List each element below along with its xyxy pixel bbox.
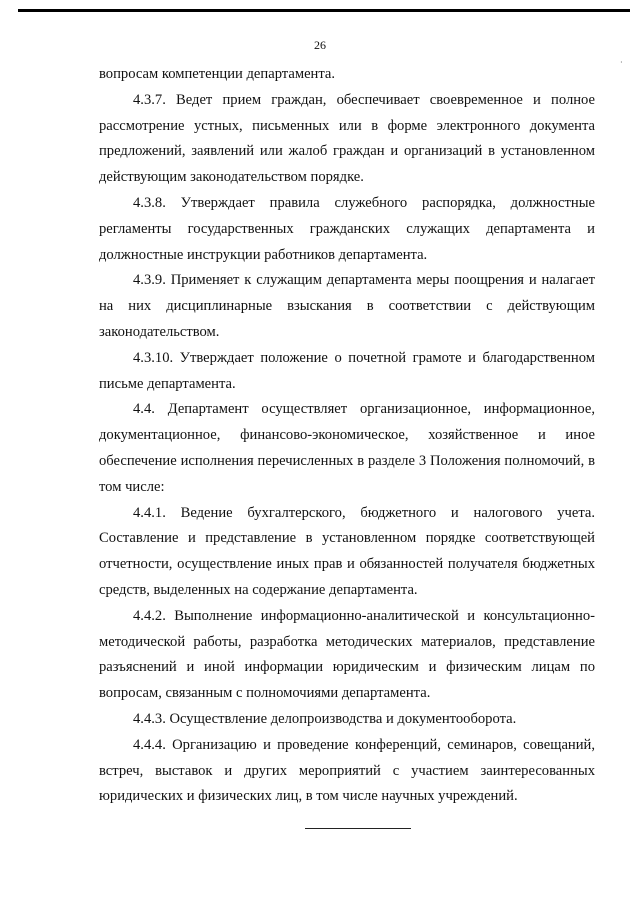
paragraph-4-4-4: 4.4.4. Организацию и проведение конференций, семинаров, совещаний, встреч, выставок и других мероприятий с участием заинтересованных юридических и физических лиц, в том числе научных учреждений. <box>99 736 595 805</box>
paragraph-4-3-7: 4.3.7. Ведет прием граждан, обеспечивает своевременное и полное рассмотрение устных, письменных или в форме электронного документа предложений, заявлений или жалоб граждан и организаций в установленном действующим законодательством порядке. <box>99 91 595 186</box>
paragraph-4-4-2: 4.4.2. Выполнение информационно-аналитической и консультационно-методической работы, разработка методических материалов, представление разъяснений и иной информации юридическим и физическим лицам по вопросам, связанным с полномочиями департамента. <box>99 607 595 702</box>
top-border-line <box>18 9 630 12</box>
paragraph-4-3-10: 4.3.10. Утверждает положение о почетной грамоте и благодарственном письме департамента. <box>99 349 595 392</box>
paragraph-4-3-8: 4.3.8. Утверждает правила служебного распорядка, должностные регламенты государственных гражданских служащих департамента и должностные инструкции работников департамента. <box>99 194 595 263</box>
page-number: 26 <box>314 38 326 52</box>
paragraph-4-4-3: 4.4.3. Осуществление делопроизводства и документооборота. <box>133 710 517 727</box>
paragraph-4-4-1: 4.4.1. Ведение бухгалтерского, бюджетного и налогового учета. Составление и представление в установленном порядке соответствующей отчетности, осуществление иных прав и обязанностей получателя бюджетных средств, выделенных на содержание департамента. <box>99 504 595 598</box>
margin-mark: · <box>620 58 623 67</box>
paragraph-4-4: 4.4. Департамент осуществляет организационное, информационное, документационное, финансово-экономическое, хозяйственное и иное обеспечение исполнения перечисленных в разделе 3 Положения полномочий, в том числе: <box>99 401 595 495</box>
end-of-text-line <box>305 828 411 829</box>
paragraph-4-3-9: 4.3.9. Применяет к служащим департамента меры поощрения и налагает на них дисциплинарные взыскания в соответствии с действующим законодательством. <box>99 272 595 340</box>
paragraph-continuation: вопросам компетенции департамента. <box>99 66 336 82</box>
document-body <box>99 62 595 810</box>
